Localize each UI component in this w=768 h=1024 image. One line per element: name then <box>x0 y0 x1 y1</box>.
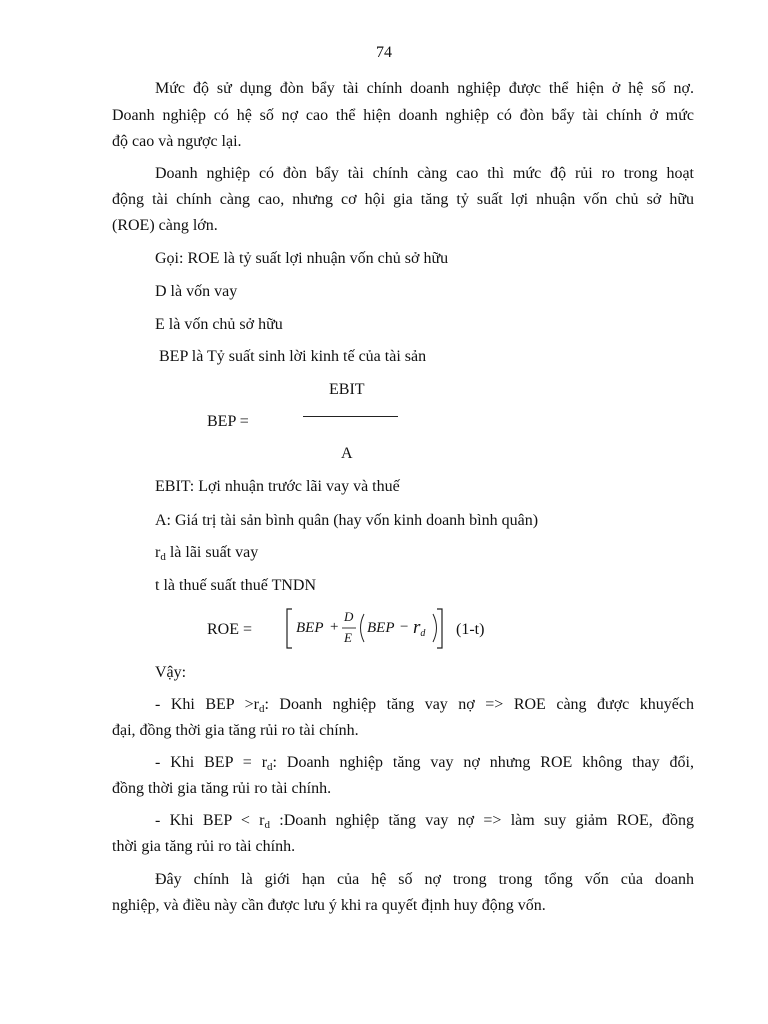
roe-formula-bep-1: BEP <box>296 620 324 636</box>
definition-e: E là vốn chủ sở hữu <box>155 316 283 333</box>
roe-formula-r <box>413 617 425 639</box>
case-2-text: : Doanh nghiệp tăng vay nợ nhưng ROE không thay đổi, <box>272 754 694 771</box>
paragraph-1-line-2: Doanh nghiệp có hệ số nợ cao thể hiện doanh nghiệp có đòn bẩy tài chính ở mức <box>112 107 694 124</box>
case-3-line-2: thời gia tăng rủi ro tài chính. <box>112 838 296 855</box>
paragraph-1-line-1: Mức độ sử dụng đòn bẩy tài chính doanh nghiệp được thể hiện ở hệ số nợ. <box>155 80 694 97</box>
final-paragraph-line-2: nghiệp, và điều này cần được lưu ý khi ra quyết định huy động vốn. <box>112 897 546 914</box>
fraction-bar <box>303 416 398 417</box>
roe-formula-r-subscript: d <box>420 628 426 639</box>
case-1-line-2: đại, đồng thời gia tăng rủi ro tài chính. <box>112 722 359 739</box>
definition-bep: BEP là Tỷ suất sinh lời kinh tế của tài sản <box>159 348 427 365</box>
variable-t: t là thuế suất thuế TNDN <box>155 577 317 594</box>
case-3-subscript: d <box>264 819 271 831</box>
paragraph-2-line-2: động tài chính càng cao, nhưng cơ hội gia tăng tỷ suất lợi nhuận vốn chủ sở hữu <box>112 191 694 208</box>
case-1-text: : Doanh nghiệp tăng vay nợ => ROE càng được khuyếch <box>264 696 694 713</box>
roe-formula-minus: − <box>400 619 409 635</box>
left-paren <box>361 614 365 642</box>
case-3-text: :Doanh nghiệp tăng vay nợ => làm suy giảm ROE, đồng <box>270 812 694 829</box>
definition-d: D là vốn vay <box>155 283 238 300</box>
case-1-line-1 <box>155 696 694 714</box>
rd-description: là lãi suất vay <box>165 544 259 561</box>
case-2-line-1 <box>155 754 694 772</box>
case-2-prefix: - Khi BEP = r <box>155 754 268 771</box>
case-1-subscript: d <box>258 703 265 715</box>
roe-formula-bep-2: BEP <box>367 620 395 636</box>
roe-formula-d: D <box>344 609 354 624</box>
rd-base: r <box>155 544 161 561</box>
paragraph-2-line-3: (ROE) càng lớn. <box>112 217 218 234</box>
paragraph-1-line-3: độ cao và ngược lại. <box>112 133 242 150</box>
rd-subscript: d <box>160 551 166 563</box>
case-1-prefix: - Khi BEP >r <box>155 696 259 713</box>
right-paren <box>433 614 437 642</box>
bep-formula-numerator: EBIT <box>329 381 365 398</box>
conclusion-heading: Vậy: <box>155 664 187 681</box>
variable-ebit: EBIT: Lợi nhuận trước lãi vay và thuế <box>155 478 400 495</box>
roe-formula-factor: (1-t) <box>456 621 485 638</box>
roe-formula-lhs: ROE = <box>207 621 253 638</box>
case-3-line-1 <box>155 812 694 830</box>
right-square-bracket <box>437 609 442 648</box>
bep-formula-lhs: BEP = <box>207 413 249 430</box>
roe-formula-e: E <box>344 630 352 645</box>
bep-formula-denominator: A <box>341 445 353 462</box>
paragraph-2-line-1: Doanh nghiệp có đòn bẩy tài chính càng cao thì mức độ rủi ro trong hoạt <box>155 165 694 182</box>
final-paragraph-line-1: Đây chính là giới hạn của hệ số nợ trong trong tổng vốn của doanh <box>155 871 694 888</box>
case-3-prefix: - Khi BEP < r <box>155 812 265 829</box>
page-number: 74 <box>376 44 392 61</box>
variable-a: A: Giá trị tài sản bình quân (hay vốn kinh doanh bình quân) <box>155 512 539 529</box>
definition-roe: Gọi: ROE là tỷ suất lợi nhuận vốn chủ sở hữu <box>155 250 449 267</box>
variable-rd <box>155 544 258 562</box>
roe-formula-r-base: r <box>413 617 421 638</box>
case-2-subscript: d <box>267 761 273 773</box>
left-square-bracket <box>287 609 292 648</box>
roe-formula-plus: + <box>330 619 339 635</box>
case-2-line-2: đồng thời gia tăng rủi ro tài chính. <box>112 780 332 797</box>
